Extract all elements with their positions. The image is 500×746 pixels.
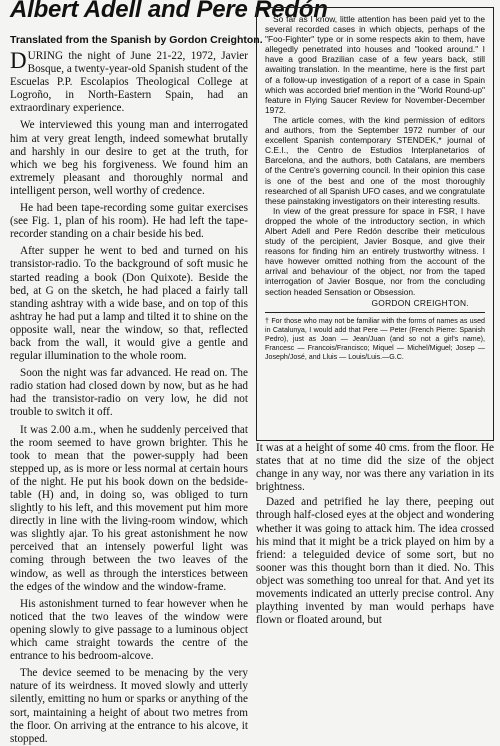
note-divider [265, 312, 485, 313]
note-paragraph: In view of the great pressure for space in FSR, I have dropped the whole of the introductory section, in which Albert Adell and Pere Redón describe their meticulous study of the percipient, Javier Bosque, and give their reasons for finding him an entirely trustworthy witness. I have however omitted nothing from the account of the arrival and behaviour of the object, nor from the taped interrogation of Javier Bosque, nor from the concluding section headed Sensation or Obsession. [265, 205, 485, 297]
body-paragraph: He had been tape-recording some guitar exercises (see Fig. 1, plan of his room). He had left the tape-recorder standing on a chair beside his bed. [10, 202, 248, 241]
article-title: Albert Adell and Pere Redón [10, 0, 328, 23]
body-paragraph: Dazed and petrified he lay there, peeping out through half-closed eyes at the object and wondering whether it was going to attack him. The idea crossed his mind that it might be a trick played on him by a friend: a teleguided device of some sort, but no sooner was this thought born than it died. No. This object was something too unreal for that. And yet its movements indicated an utterly precise control. Any plaything invented by man would perhaps have flown or floated around, but [256, 496, 494, 627]
main-text-column [10, 48, 248, 745]
body-paragraph: We interviewed this young man and interrogated him at very great length, indeed somewhat brutally and harshly in our desire to get at the truth, for which we beg his forgiveness. We found him an extremely pleasant and thoroughly normal and intelligent person, well worthy of credence. [10, 119, 248, 197]
body-paragraph: It was 2.00 a.m., when he suddenly perceived that the room seemed to have grown brighter. This he took to mean that the power-supply had been stepped up, as is more or less normal at certain hours of the night. He put his book down on the bedside-table (H) and, in doing so, was obliged to turn slightly to his left, and this movement put him more directly in line with the living-room window, which was slightly ajar. To his great astonishment he now perceived that an intensely powerful light was coming through between the two leaves of the window, as well as through the interstices between the edges of the window and the window-frame. [10, 423, 248, 593]
editor-signature: GORDON CREIGHTON. [371, 297, 469, 308]
body-paragraph: It was at a height of some 40 cms. from the floor. He states that at no time did the size of the object change in any way, nor was there any variation in its brightness. [256, 442, 494, 494]
editor-note-text [265, 14, 485, 297]
body-paragraph: After supper he went to bed and turned on his transistor-radio. To the background of soft music he started reading a book (Don Quixote). Beside the bed, at G on the sketch, he had placed a fairly tall standing ashtray with a wide base, and on top of this ashtray he had put a lamp and tilted it to shine on the opposite wall, near the window, so that, reflected back from the wall, it would give a gentle and regular illumination to the whole room. [10, 245, 248, 363]
editor-note-box [256, 7, 494, 441]
paragraph-text: URING the night of June 21-22, 1972, Javier Bosque, a twenty-year-old Spanish student of the Escuelas P.P. Escolapios Theological College at Logroño, in North-Eastern Spain, had an extraordinary experience. [10, 50, 248, 115]
names-footnote: † For those who may not be familiar with the forms of names as used in Catalunya, I would add that Pere — Peter (French Pierre: Spanish Pedro), just as Joan — Jean/Juan (and so not a girl's name), Francesc — Francois/Francisco; Miquel — Michel/Miguel; Josep — Joseph/José, and Lluis — Louis/Luis.—G.C. [265, 316, 485, 362]
continued-text-column [256, 442, 494, 627]
drop-cap: D [10, 48, 27, 73]
body-paragraph: The device seemed to be menacing by the very nature of its weirdness. It moved slowly and utterly silently, emitting no hum or sparks or anything of the sort, maintaining a height of about two metres from the floor. On arriving at the entrance to his alcove, it stopped. [10, 667, 248, 745]
translator-byline: Translated from the Spanish by Gordon Creighton. [10, 34, 263, 46]
body-paragraph: Soon the night was far advanced. He read on. The radio station had closed down by now, but as he had had the transistor-radio on very low, he did not trouble to switch it off. [10, 367, 248, 419]
note-paragraph: So far as I know, little attention has been paid yet to the several recorded cases in which objects, perhaps of the "Foo-Fighter" type or in some respects akin to them, have allegedly penetrated into houses and "looked around." I have a good Brazilian case of a few years back, still awaiting translation. In the meantime, here is the first part of a follow-up investigation of a report of a case in Spain which was accorded brief mention in the "World Round-up" feature in Flying Saucer Review for November-December 1972. [265, 14, 485, 115]
note-paragraph: The article comes, with the kind permission of editors and authors, from the September 1972 number of our excellent Spanish contemporary STENDEK,* journal of C.E.I., the Centro de Estudios Interplanetarios of Barcelona, and the authors, both Catalans, are members of the Centre's governing council. In their opinion this case is one of the best and one of the most thoroughly researched of all Spanish UFO cases, and we congratulate these painstaking investigators on their interesting results. [265, 114, 485, 206]
body-paragraph: His astonishment turned to fear however when he noticed that the two leaves of the window were opening slowly to give passage to a luminous object which came straight towards the centre of the entrance to his bedroom-alcove. [10, 597, 248, 663]
body-paragraph [10, 50, 248, 115]
